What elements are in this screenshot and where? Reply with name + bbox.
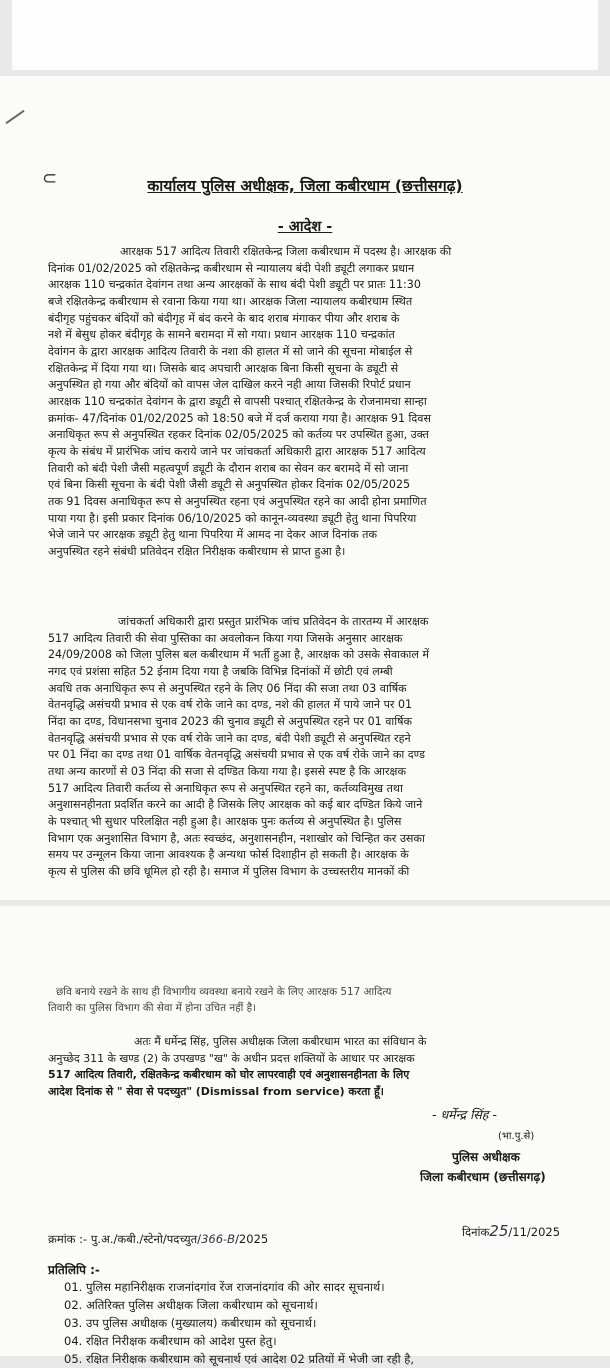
paragraph-line: विभाग एक अनुशासित विभाग है, अतः स्वच्छंद, अनुशासनहीन, नशाखोर को चिन्हित कर उसका (48, 831, 425, 845)
order-page-two (0, 906, 610, 1366)
paragraph-line: आरक्षक 110 चन्द्रकांत देवांगन तथा अन्य आरक्षकों के साथ बंदी पेशी ड्यूटी पर प्रातः 11:30 (48, 278, 421, 292)
paragraph-line: वेतनवृद्धि असंचयी प्रभाव से एक वर्ष रोके जाने का दण्ड, बंदी पेशी ड्यूटी से अनुपस्थित रहने (48, 731, 411, 745)
order-paragraph-2 (48, 614, 578, 881)
order-paragraph-4 (48, 1034, 578, 1100)
signature-designation: पुलिस अधीक्षक (452, 1150, 520, 1164)
paragraph-line: आदेश दिनांक से " सेवा से पदच्युत" (Dismissal from service) करता हूँ। (48, 1084, 384, 1098)
copy-heading: प्रतिलिपि :- (48, 1263, 100, 1277)
paragraph-line: आरक्षक 517 आदित्य तिवारी रक्षितकेन्द्र जिला कबीरधाम में पदस्थ है। आरक्षक की (120, 245, 452, 258)
paragraph-line: अनुच्छेद 311 के खण्ड (2) के उपखण्ड "ख" के अधीन प्रदत्त शक्तियों के आधार पर आरक्षक (48, 1051, 415, 1065)
paragraph-line: कृत्य से पुलिस की छवि धूमिल हो रही है। समाज में पुलिस विभाग के उच्चस्तरीय मानकों की (48, 864, 410, 878)
reference-number (48, 1232, 268, 1247)
paragraph-line: पाया गया है। इसी प्रकार दिनांक 06/10/2025 को कानून-व्यवस्था ड्यूटी हेतु थाना पिपरिया (48, 511, 417, 525)
copy-list (64, 1278, 414, 1368)
order-title: - आदेश - (277, 219, 333, 235)
paragraph-line: वेतनवृद्धि असंचयी प्रभाव से एक वर्ष रोके जाने का दण्ड, नशे की हालत में पाये जाने पर 01 (48, 698, 413, 712)
paragraph-line: 517 आदित्य तिवारी, रक्षितकेन्द्र कबीरधाम को घोर लापरवाही एवं अनुशासनहीनता के लिए (48, 1068, 410, 1081)
paragraph-line: नगद एवं प्रशंसा सहित 52 ईनाम दिया गया है जबकि विभिन्न दिनांकों में छोटी एवं लम्बी (48, 664, 393, 678)
copy-item: 05. रक्षित निरीक्षक कबीरधाम को सूचनार्थ एवं आदेश 02 प्रतियों में भेजी जा रही है, (64, 1352, 414, 1366)
order-paragraph-3 (48, 984, 578, 1016)
signature-service-note: (भा.पु.से) (498, 1131, 535, 1142)
date-handwritten-day: 25 (489, 1222, 509, 1240)
paragraph-line: तिवारी का पुलिस विभाग की सेवा में होना उचित नहीं है। (48, 1002, 257, 1014)
paragraph-line: अनुशासनहीनता प्रदर्शित करने का आदी है जिसके लिए आरक्षक को कई बार दण्डित किये जाने (48, 798, 423, 812)
paragraph-line: आरक्षक 110 चन्द्रकांत देवांगन के द्वारा ड्यूटी से वापसी पश्चात् रक्षितकेन्द्र के रोजनामचा सान्हा (48, 394, 427, 408)
signature-office: जिला कबीरधाम (छत्तीसगढ़) (420, 1170, 546, 1184)
previous-page-fragment (12, 0, 598, 70)
copy-item: 03. उप पुलिस अधीक्षक (मुख्यालय) कबीरधाम को सूचनार्थ। (64, 1316, 317, 1330)
order-page-one (0, 76, 610, 900)
paragraph-line: अतः मैं धर्मेन्द्र सिंह, पुलिस अधीक्षक जिला कबीरधाम भारत का संविधान के (134, 1035, 427, 1048)
reference-handwritten-number: 366-B (201, 1232, 236, 1246)
reference-date (462, 1222, 560, 1240)
paragraph-line: नशे में बेसुध होकर बंदीगृह के सामने बरामदा में सो गया। प्रधान आरक्षक 110 चन्द्रकांत (48, 328, 395, 342)
paragraph-line: के पश्चात् भी सुधार परिलक्षित नही हुआ है। आरक्षक पुनः कर्तव्य से अनुपस्थित है। पुलिस (48, 814, 402, 828)
paragraph-line: एवं बिना किसी सूचना के बंदी पेशी जैसी ड्यूटी से अनुपस्थित होकर दिनांक 02/05/2025 (48, 478, 411, 492)
hole-punch-mark: ⊂ (42, 168, 58, 189)
reference-year: /2025 (235, 1232, 269, 1246)
reference-prefix: क्रमांक :- पु.अ./कबी./स्टेनो/पदच्युत/ (48, 1232, 202, 1246)
pen-stroke-mark (5, 110, 24, 124)
copy-item: 01. पुलिस महानिरीक्षक राजनांदगांव रेंज राजनांदगांव की ओर सादर सूचनार्थ। (64, 1280, 385, 1294)
paragraph-line: समय पर उन्मूलन किया जाना आवश्यक है अन्यथा फोर्स दिशाहीन हो सकती है। आरक्षक के (48, 848, 409, 862)
paragraph-line: पर 01 निंदा का दण्ड तथा 01 वार्षिक वेतनवृद्धि असंचयी प्रभाव से एक वर्ष रोके जाने का दण्ड (48, 748, 425, 762)
paragraph-line: दिनांक 01/02/2025 को रक्षितकेन्द्र कबीरधाम से न्यायालय बंदी पेशी ड्यूटी लगाकर प्रधान (48, 261, 415, 275)
date-prefix: दिनांक (462, 1225, 490, 1239)
paragraph-line: तथा अन्य कारणों से 03 निंदा की सजा से दण्डित किया गया है। इससे स्पष्ट है कि आरक्षक (48, 764, 406, 778)
paragraph-line: भेजे जाने पर आरक्षक ड्यूटी हेतु थाना पिपरिया में आमद ना देकर आज दिनांक तक (48, 528, 377, 542)
paragraph-line: कृत्य के संबंध में प्रारंभिक जांच कराये जाने पर जांचकर्ता अधिकारी द्वारा आरक्षक 517 आदित्य (48, 444, 426, 458)
copy-item: 02. अतिरिक्त पुलिस अधीक्षक जिला कबीरधाम को सूचनार्थ। (64, 1298, 318, 1312)
date-rest: /11/2025 (508, 1225, 561, 1239)
paragraph-line: जांचकर्ता अधिकारी द्वारा प्रस्तुत प्रारंभिक जांच प्रतिवेदन के तारतम्य में आरक्षक (118, 615, 429, 628)
copy-item: 04. रक्षित निरीक्षक कबीरधाम को आदेश पुस्त हेतु। (64, 1334, 277, 1348)
paragraph-line: अवधि तक अनाधिकृत रूप से अनुपस्थित रहने के लिए 06 निंदा की सजा तथा 03 वार्षिक (48, 681, 407, 695)
paragraph-line: निंदा का दण्ड, विधानसभा चुनाव 2023 की चुनाव ड्यूटी से अनुपस्थित रहने पर 01 वार्षिक (48, 714, 413, 728)
paragraph-line: बंदीगृह पहुंचकर बंदियों को बंदीगृह में बंद करने के बाद शराब मंगाकर पीया और शराब के (48, 311, 400, 325)
paragraph-line: तिवारी को बंदी पेशी जैसी महत्वपूर्ण ड्यूटी के दौरान शराब का सेवन कर बरामदे में सो जाना (48, 461, 409, 475)
paragraph-line: छवि बनाये रखने के साथ ही विभागीय व्यवस्था बनाये रखने के लिए आरक्षक 517 आदित्य (56, 986, 392, 998)
paragraph-line: 24/09/2008 को जिला पुलिस बल कबीरधाम में भर्ती हुआ है, आरक्षक को उसके सेवाकाल में (48, 648, 430, 662)
signature-name: - धर्मेन्द्र सिंह - (432, 1107, 497, 1122)
order-paragraph-1 (48, 244, 578, 560)
paragraph-line: 517 आदित्य तिवारी की सेवा पुस्तिका का अवलोकन किया गया जिसके अनुसार आरक्षक (48, 631, 403, 645)
paragraph-line: अनाधिकृत रूप से अनुपस्थित रहकर दिनांक 02/05/2025 को कर्तव्य पर उपस्थित हुआ, उक्त (48, 428, 430, 442)
paragraph-line: देवांगन के द्वारा आरक्षक आदित्य तिवारी के नशा की हालत में सो जाने की सूचना मोबाईल से (48, 344, 413, 358)
paragraph-line: क्रमांक- 47/दिनांक 01/02/2025 को 18:50 बजे में दर्ज कराया गया है। आरक्षक 91 दिवस (48, 411, 431, 425)
paragraph-line: बजे रक्षितकेन्द्र कबीरधाम से रवाना किया गया था। आरक्षक जिला न्यायालय कबीरधाम स्थित (48, 294, 413, 308)
paragraph-line: अनुपस्थित हो गया और बंदियों को वापस जेल दाखिल करने नही आया जिसकी रिपोर्ट प्रधान (48, 378, 411, 392)
paragraph-line: तक 91 दिवस अनाधिकृत रूप से अनुपस्थित रहना एवं अनुपस्थित रहने का आदी होना प्रमाणित (48, 494, 427, 508)
paragraph-line: रक्षितकेन्द्र में दिया गया था। जिसके बाद अपचारी आरक्षक बिना किसी सूचना के ड्यूटी से (48, 361, 399, 375)
paragraph-line: 517 आदित्य तिवारी कर्तव्य से अनाधिकृत रूप से अनुपस्थित रहने का, कर्तव्यविमुख तथा (48, 781, 403, 795)
office-title: कार्यालय पुलिस अधीक्षक, जिला कबीरधाम (छत्तीसगढ़) (147, 177, 463, 195)
paragraph-line: अनुपस्थित रहने संबंधी प्रतिवेदन रक्षित निरीक्षक कबीरधाम से प्राप्त हुआ है। (48, 544, 346, 558)
